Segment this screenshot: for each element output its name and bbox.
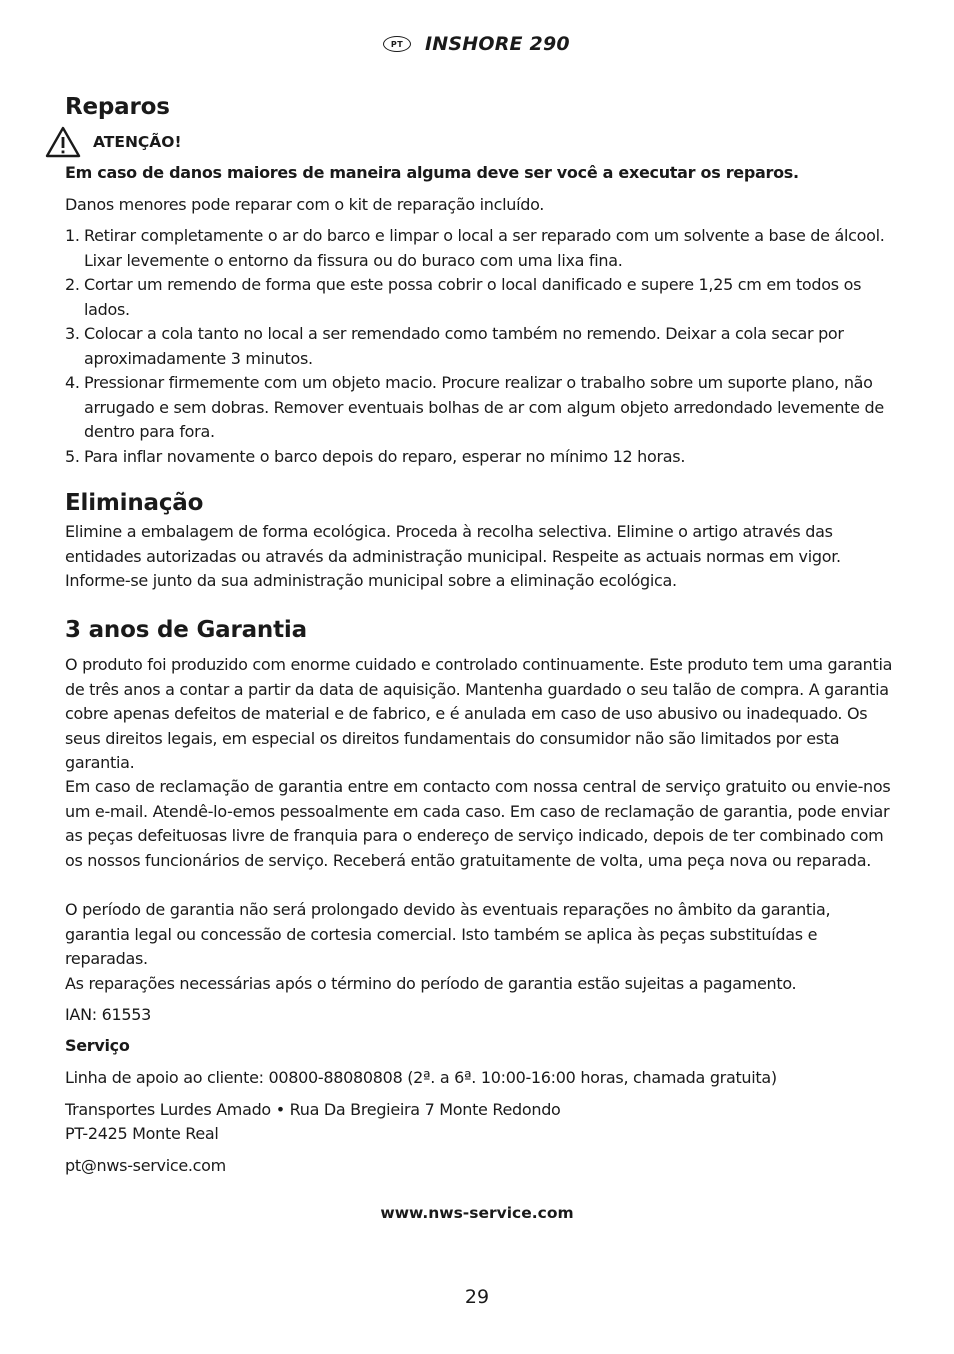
repair-step-text: Pressionar firmemente com um objeto macio. Procure realizar o trabalho sobre um suporte plano, não arrugado e sem dobras. Remover eventuais bolhas de ar com algum objeto arredondado levemente de dentro para fora. <box>84 373 884 441</box>
footer-url[interactable]: www.nws-service.com <box>380 1204 574 1222</box>
repair-step <box>65 273 893 322</box>
service-address-line-1: Transportes Lurdes Amado • Rua Da Bregieira 7 Monte Redondo <box>65 1100 561 1119</box>
disposal-title: Eliminação <box>65 490 204 516</box>
service-title: Serviço <box>65 1036 130 1055</box>
repair-step-number: 5. <box>65 446 80 466</box>
page-number: 29 <box>464 1286 490 1308</box>
page-header <box>383 33 570 55</box>
repair-step <box>65 224 893 273</box>
repair-step-number: 4. <box>65 373 80 392</box>
warranty-paragraph-3: O período de garantia não será prolongado devido às eventuais reparações no âmbito da garantia, garantia legal ou concessão de cortesia comercial. Isto também se aplica às peças substituídas e reparadas. <box>65 900 831 968</box>
repair-step <box>65 371 893 445</box>
repair-step <box>65 322 893 371</box>
service-address-line-2: PT-2425 Monte Real <box>65 1124 219 1143</box>
ian-number: IAN: 61553 <box>65 1005 152 1024</box>
warning-triangle-icon <box>45 126 81 158</box>
warning-text: Em caso de danos maiores de maneira alguma deve ser você a executar os reparos. <box>65 163 799 182</box>
repair-step-text: Colocar a cola tanto no local a ser remendado como também no remendo. Deixar a cola secar por aproximadamente 3 minutos. <box>84 324 844 368</box>
repair-intro: Danos menores pode reparar com o kit de reparação incluído. <box>65 195 545 214</box>
repair-step <box>65 445 893 470</box>
warranty-paragraph-1: O produto foi produzido com enorme cuidado e controlado continuamente. Este produto tem uma garantia de três anos a contar a partir da data de aquisição. Mantenha guardado o seu talão de compra. A garantia cobre apenas defeitos de material e de fabrico, e é anulada em caso de uso abusivo ou inadequado. Os seus direitos legais, em especial os direitos fundamentais do consumidor não são limitados por esta garantia. <box>65 655 893 772</box>
disposal-text: Elimine a embalagem de forma ecológica. Proceda à recolha selectiva. Elimine o artigo através das entidades autorizadas ou através da administração municipal. Respeite as actuais normas em vigor. Informe-se junto da sua administração municipal sobre a eliminação ecológica. <box>65 522 841 590</box>
product-name: INSHORE 290 <box>425 33 570 55</box>
repair-steps-list <box>65 224 893 469</box>
language-badge: PT <box>383 36 411 52</box>
repair-step-number: 1. <box>65 226 80 245</box>
service-email[interactable]: pt@nws-service.com <box>65 1156 226 1175</box>
service-hotline: Linha de apoio ao cliente: 00800-88080808 (2ª. a 6ª. 10:00-16:00 horas, chamada gratuita) <box>65 1068 777 1087</box>
repair-step-number: 2. <box>65 275 80 294</box>
repair-step-text: Retirar completamente o ar do barco e limpar o local a ser reparado com um solvente a base de álcool. Lixar levemente o entorno da fissura ou do buraco com uma lixa fina. <box>84 226 885 270</box>
repair-step-number: 3. <box>65 324 80 343</box>
repair-title: Reparos <box>65 94 170 120</box>
warning-label: ATENÇÃO! <box>93 133 182 151</box>
repair-step-text: Para inflar novamente o barco depois do reparo, esperar no mínimo 12 horas. <box>84 446 686 466</box>
manual-page <box>65 0 893 1354</box>
warning-row <box>45 126 182 158</box>
warranty-paragraph-4: As reparações necessárias após o término do período de garantia estão sujeitas a pagamento. <box>65 974 797 993</box>
warranty-paragraph-2: Em caso de reclamação de garantia entre em contacto com nossa central de serviço gratuito ou envie-nos um e-mail. Atendê-lo-emos pessoalmente em cada caso. Em caso de reclamação de garantia, pode enviar as peças defeituosas livre de franquia para o endereço de serviço indicado, depois de ter combinado com os nossos funcionários de serviço. Receberá então gratuitamente de volta, uma peça nova ou reparada. <box>65 777 891 870</box>
warranty-title: 3 anos de Garantia <box>65 617 307 643</box>
repair-step-text: Cortar um remendo de forma que este possa cobrir o local danificado e supere 1,25 cm em todos os lados. <box>84 275 862 319</box>
